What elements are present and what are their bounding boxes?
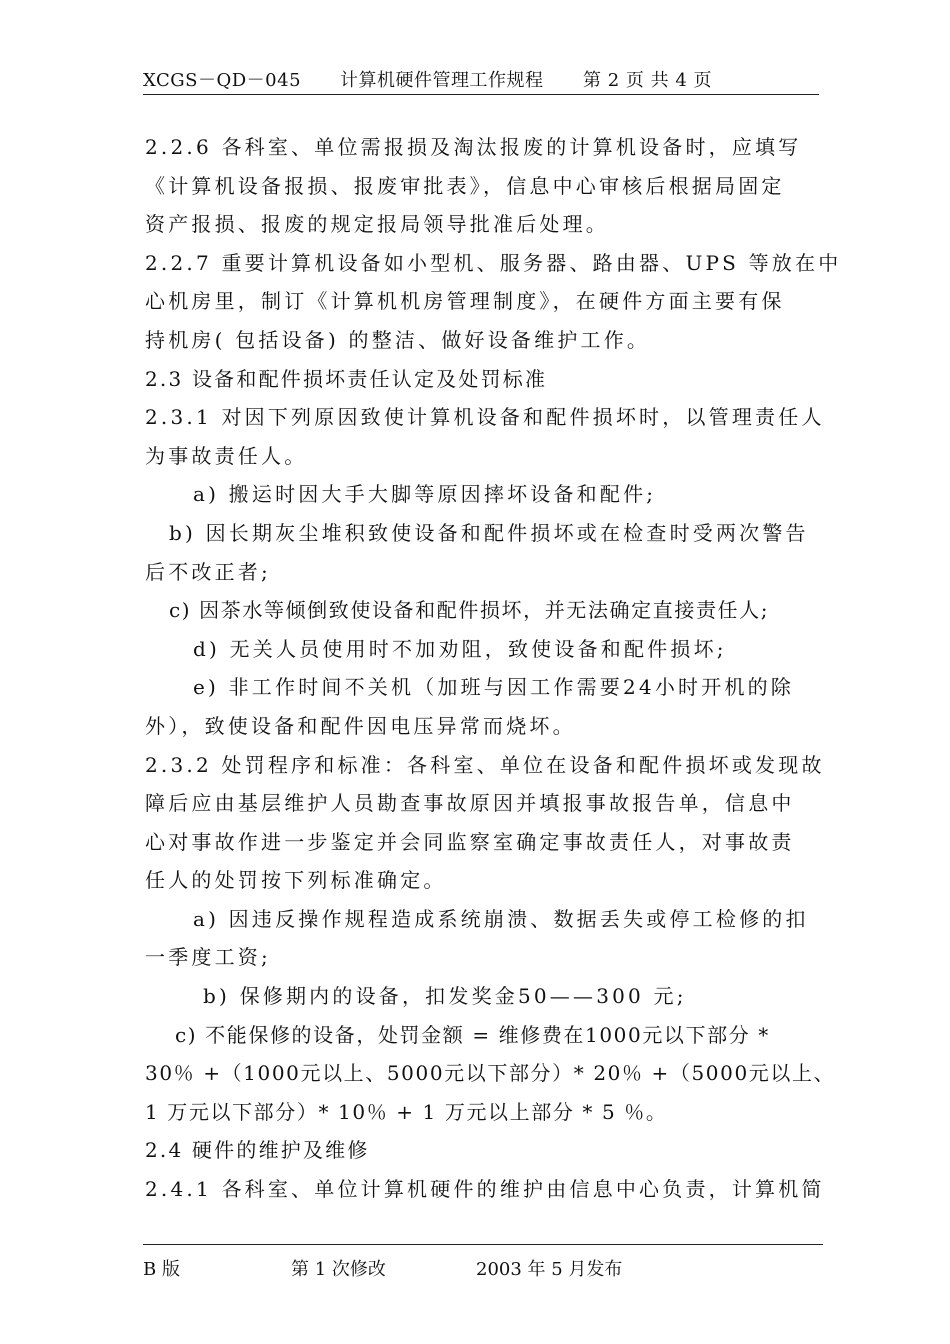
body-line: 2.2.6 各科室、单位需报损及淘汰报废的计算机设备时，应填写 xyxy=(145,135,802,159)
body-line: 2.3.1 对因下列原因致使计算机设备和配件损坏时，以管理责任人 xyxy=(145,405,825,430)
body-line: 障后应由基层维护人员勘查事故原因并填报事故报告单，信息中 xyxy=(145,791,795,816)
body-line: 外），致使设备和配件因电压异常而烧坏。 xyxy=(145,713,576,738)
list-item: c) 因茶水等倾倒致使设备和配件损坏，并无法确定直接责任人; xyxy=(169,598,770,623)
body-line: 一季度工资; xyxy=(145,945,271,970)
body-line: 心对事故作进一步鉴定并会同监察室确定事故责任人，对事故责 xyxy=(145,829,795,854)
list-item: b) 因长期灰尘堆积致使设备和配件损坏或在检查时受两次警告 xyxy=(169,520,809,545)
footer-version: B 版 xyxy=(143,1259,180,1280)
body-line: 1 万元以下部分）* 10％ + 1 万元以上部分 * 5 ％。 xyxy=(145,1099,668,1124)
body-line: 后不改正者; xyxy=(145,559,271,584)
section-heading: 2.4 硬件的维护及维修 xyxy=(145,1138,370,1163)
body-line: 资产报损、报废的规定报局领导批准后处理。 xyxy=(145,212,609,237)
section-heading: 2.3 设备和配件损坏责任认定及处罚标准 xyxy=(145,366,548,391)
body-line: 2.4.1 各科室、单位计算机硬件的维护由信息中心负责，计算机简 xyxy=(145,1177,825,1202)
list-item: c) 不能保修的设备，处罚金额 = 维修费在1000元以下部分 * xyxy=(175,1022,770,1047)
list-item: a) 因违反操作规程造成系统崩溃、数据丢失或停工检修的扣 xyxy=(193,906,809,931)
footer-revision: 第 1 次修改 xyxy=(291,1259,386,1280)
footer-date: 2003 年 5 月发布 xyxy=(476,1259,623,1280)
body-line: 《计算机设备报损、报废审批表》，信息中心审核后根据局固定 xyxy=(145,173,785,198)
body-line: 2.3.2 处罚程序和标准：各科室、单位在设备和配件损坏或发现故 xyxy=(145,752,825,777)
body-line: 持机房( 包括设备) 的整洁、做好设备维护工作。 xyxy=(145,327,651,352)
list-item: b) 保修期内的设备，扣发奖金50——300 元; xyxy=(203,984,687,1009)
page-footer xyxy=(143,1255,823,1285)
body-line: 任人的处罚按下列标准确定。 xyxy=(145,868,447,893)
list-item: e) 非工作时间不关机（加班与因工作需要24小时开机的除 xyxy=(193,675,795,700)
body-line: 心机房里，制订《计算机机房管理制度》，在硬件方面主要有保 xyxy=(145,289,785,314)
document-code: XCGS－QD－045 xyxy=(143,70,302,91)
footer-divider xyxy=(143,1244,823,1245)
document-title: 计算机硬件管理工作规程 xyxy=(340,70,544,91)
document-body xyxy=(145,128,842,1209)
page-number: 第 2 页 共 4 页 xyxy=(583,70,713,91)
body-line: 为事故责任人。 xyxy=(145,443,308,468)
list-item: a) 搬运时因大手大脚等原因摔坏设备和配件; xyxy=(193,482,657,507)
body-line: 30％ +（1000元以上、5000元以下部分）* 20％ +（5000元以上、 xyxy=(145,1061,836,1086)
list-item: d) 无关人员使用时不加劝阻，致使设备和配件损坏; xyxy=(193,636,727,661)
header-divider xyxy=(143,94,819,95)
page-header xyxy=(143,62,819,92)
body-line: 2.2.7 重要计算机设备如小型机、服务器、路由器、UPS 等放在中 xyxy=(145,250,842,275)
